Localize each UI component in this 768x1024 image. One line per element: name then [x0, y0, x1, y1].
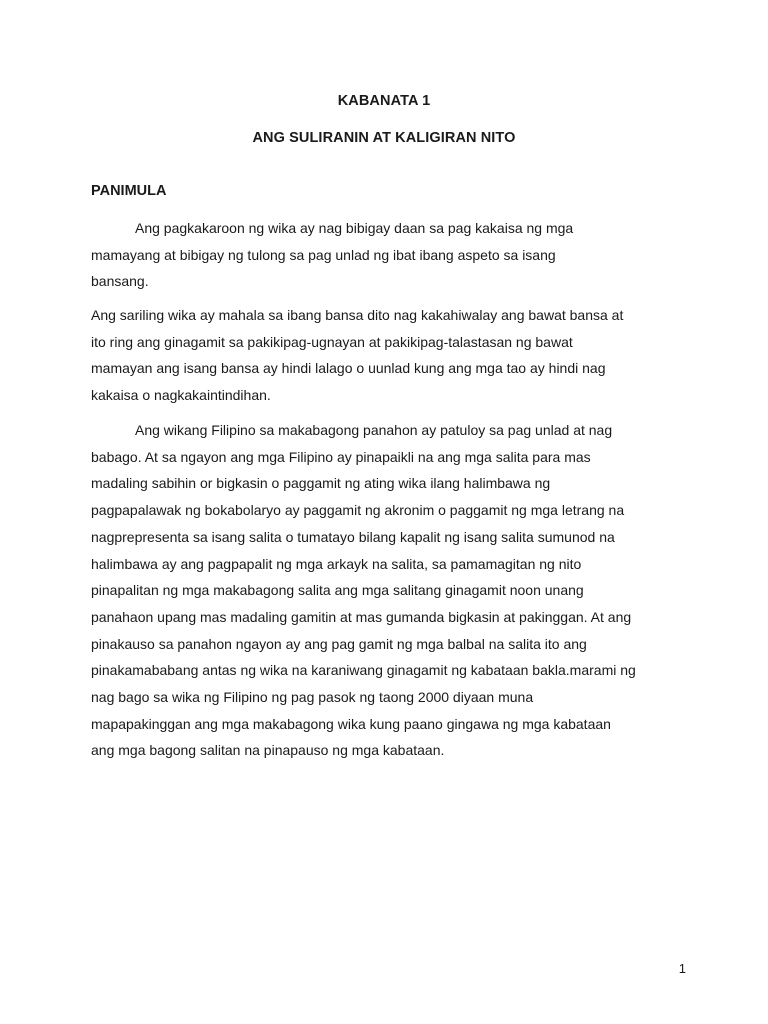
- paragraph-line: mamayang at bibigay ng tulong sa pag unlad ng ibat ibang aspeto sa isang: [91, 246, 556, 263]
- paragraph-line: kakaisa o nagkakaintindihan.: [91, 387, 271, 404]
- paragraph-line: Ang sariling wika ay mahala sa ibang bansa dito nag kakahiwalay ang bawat bansa at: [91, 307, 624, 323]
- paragraph-line: nagprepresenta sa isang salita o tumatayo bilang kapalit ng isang salita sumunod na: [91, 528, 615, 545]
- paragraph-line: panahaon upang mas madaling gamitin at mas gumanda bigkasin at pakinggan. At ang: [91, 608, 632, 625]
- paragraph-line: babago. At sa ngayon ang mga Filipino ay pinapaikli na ang mga salita para mas: [91, 448, 591, 465]
- paragraph-line: pagpapalawak ng bokabolaryo ay paggamit ng akronim o paggamit ng mga letrang na: [91, 502, 625, 519]
- paragraph-1: [91, 215, 691, 295]
- paragraph-line: madaling sabihin or bigkasin o paggamit ng ating wika ilang halimbawa ng: [91, 475, 551, 492]
- page-number: 1: [678, 961, 686, 976]
- paragraph-line: pinakamababang antas ng wika na karaniwang ginagamit ng kabataan bakla.marami ng: [91, 662, 636, 679]
- paragraph-line: Ang pagkakaroon ng wika ay nag bibigay daan sa pag kakaisa ng mga: [135, 220, 574, 236]
- paragraph-3: [91, 417, 691, 764]
- section-heading: PANIMULA: [91, 183, 167, 199]
- paragraph-line: mapapakinggan ang mga makabagong wika kung paano gingawa ng mga kabataan: [91, 715, 611, 732]
- paragraph-line: pinakauso sa panahon ngayon ay ang pag gamit ng mga balbal na salita ito ang: [91, 635, 587, 652]
- paragraph-line: pinapalitan ng mga makabagong salita ang mga salitang ginagamit noon unang: [91, 582, 584, 599]
- paragraph-line: Ang wikang Filipino sa makabagong panahon ay patuloy sa pag unlad at nag: [135, 422, 613, 438]
- paragraph-line: mamayan ang isang bansa ay hindi lalago o uunlad kung ang mga tao ay hindi nag: [91, 360, 606, 377]
- paragraph-line: halimbawa ay ang pagpapalit ng mga arkayk na salita, sa pamamagitan ng nito: [91, 555, 582, 572]
- paragraph-line: nag bago sa wika ng Filipino ng pag pasok ng taong 2000 diyaan muna: [91, 689, 534, 706]
- paragraph-line: ito ring ang ginagamit sa pakikipag-ugnayan at pakikipag-talastasan ng bawat: [91, 333, 573, 350]
- paragraph-line: ang mga bagong salitan na pinapauso ng mga kabataan.: [91, 742, 445, 759]
- paragraph-2: [91, 302, 691, 409]
- chapter-title: ANG SULIRANIN AT KALIGIRAN NITO: [252, 130, 516, 146]
- paragraph-line: bansang.: [91, 273, 149, 290]
- chapter-number: KABANATA 1: [337, 93, 431, 109]
